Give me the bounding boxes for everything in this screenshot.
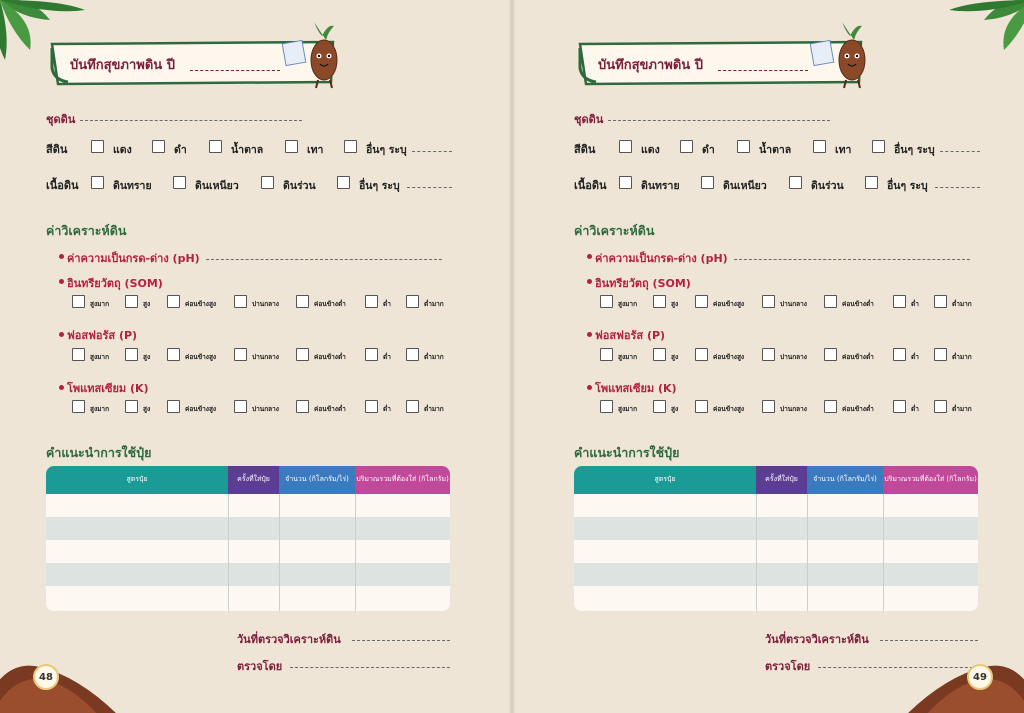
level-label: ค่อนข้างสูง — [185, 300, 217, 308]
level-label: สูงมาก — [618, 300, 638, 308]
bullet-icon — [587, 332, 592, 337]
analysis-heading: ค่าวิเคราะห์ดิน — [574, 223, 655, 238]
color-other-checkbox[interactable] — [872, 140, 885, 153]
texture-clay-label: ดินเหนียว — [723, 180, 767, 192]
table-row[interactable] — [46, 517, 450, 540]
cassava-mascot-icon — [282, 18, 352, 90]
soil-texture-label: เนื้อดิน — [46, 179, 79, 192]
som-level-checkbox[interactable] — [893, 295, 906, 308]
texture-other-checkbox[interactable] — [337, 176, 350, 189]
texture-loam-label: ดินร่วน — [283, 180, 316, 192]
k-level-checkbox[interactable] — [72, 400, 85, 413]
page-number: 48 — [33, 664, 59, 690]
level-label: ค่อนข้างสูง — [713, 300, 745, 308]
table-row[interactable] — [46, 494, 450, 517]
bullet-icon — [59, 279, 64, 284]
level-label: ค่อนข้างต่ำ — [314, 300, 346, 308]
color-other-label: อื่นๆ ระบุ — [366, 144, 407, 156]
p-level-checkbox[interactable] — [72, 348, 85, 361]
texture-other-checkbox[interactable] — [865, 176, 878, 189]
color-brown-label: น้ำตาล — [759, 144, 792, 156]
k-level-checkbox[interactable] — [824, 400, 837, 413]
som-label: อินทรียวัตถุ (SOM) — [67, 277, 163, 290]
p-level-checkbox[interactable] — [695, 348, 708, 361]
texture-sand-checkbox[interactable] — [91, 176, 104, 189]
level-label: ค่อนข้างต่ำ — [314, 405, 346, 413]
som-label: อินทรียวัตถุ (SOM) — [595, 277, 691, 290]
table-row[interactable] — [46, 540, 450, 563]
level-label: ต่ำมาก — [952, 353, 972, 361]
bullet-icon — [59, 385, 64, 390]
p-level-checkbox[interactable] — [167, 348, 180, 361]
column-divider — [807, 494, 808, 611]
k-level-checkbox[interactable] — [365, 400, 378, 413]
table-row[interactable] — [46, 586, 450, 611]
page-title: บันทึกสุขภาพดิน ปี — [598, 58, 703, 73]
p-level-checkbox[interactable] — [893, 348, 906, 361]
k-level-checkbox[interactable] — [125, 400, 138, 413]
col-amount-header: จำนวน (กิโลกรัม/ไร่) — [279, 466, 355, 494]
bullet-icon — [59, 332, 64, 337]
texture-other-label: อื่นๆ ระบุ — [887, 180, 928, 192]
level-label: ต่ำ — [383, 300, 391, 308]
checker-label: ตรวจโดย — [765, 660, 811, 673]
color-gray-checkbox[interactable] — [813, 140, 826, 153]
fertilizer-heading: คำแนะนำการใช้ปุ๋ย — [574, 445, 680, 460]
som-level-checkbox[interactable] — [600, 295, 613, 308]
level-label: ต่ำมาก — [424, 405, 444, 413]
soil-series-field[interactable] — [80, 120, 302, 121]
som-level-checkbox[interactable] — [296, 295, 309, 308]
level-label: ค่อนข้างสูง — [713, 405, 745, 413]
column-divider — [228, 494, 229, 611]
color-brown-label: น้ำตาล — [231, 144, 264, 156]
table-row[interactable] — [46, 563, 450, 586]
level-label: ต่ำมาก — [952, 300, 972, 308]
fertilizer-heading: คำแนะนำการใช้ปุ๋ย — [46, 445, 152, 460]
level-label: ต่ำ — [383, 405, 391, 413]
col-round-header: ครั้งที่ใส่ปุ๋ย — [228, 466, 279, 494]
page-number: 49 — [967, 664, 993, 690]
col-amount-header: จำนวน (กิโลกรัม/ไร่) — [807, 466, 883, 494]
page-title: บันทึกสุขภาพดิน ปี — [70, 58, 175, 73]
som-level-checkbox[interactable] — [406, 295, 419, 308]
level-label: ค่อนข้างสูง — [185, 353, 217, 361]
p-level-checkbox[interactable] — [653, 348, 666, 361]
p-label: ฟอสฟอรัส (P) — [67, 329, 138, 342]
level-label: ค่อนข้างสูง — [185, 405, 217, 413]
cassava-root-icon — [0, 647, 120, 713]
level-label: สูง — [143, 405, 151, 413]
som-level-checkbox[interactable] — [72, 295, 85, 308]
som-level-checkbox[interactable] — [167, 295, 180, 308]
analysis-date-field[interactable] — [352, 640, 450, 641]
level-label: สูง — [671, 353, 679, 361]
som-level-checkbox[interactable] — [762, 295, 775, 308]
level-label: ต่ำมาก — [424, 353, 444, 361]
k-level-checkbox[interactable] — [695, 400, 708, 413]
book-gutter — [509, 0, 515, 713]
p-level-checkbox[interactable] — [934, 348, 947, 361]
color-other-field[interactable] — [940, 151, 980, 152]
p-level-checkbox[interactable] — [824, 348, 837, 361]
texture-sand-label: ดินทราย — [113, 180, 152, 192]
som-level-checkbox[interactable] — [125, 295, 138, 308]
level-label: ปานกลาง — [780, 300, 807, 308]
p-level-checkbox[interactable] — [600, 348, 613, 361]
level-label: ค่อนข้างต่ำ — [842, 353, 874, 361]
som-level-checkbox[interactable] — [653, 295, 666, 308]
k-level-checkbox[interactable] — [406, 400, 419, 413]
k-label: โพแทสเซียม (K) — [595, 382, 677, 395]
level-label: สูงมาก — [90, 353, 110, 361]
texture-other-label: อื่นๆ ระบุ — [359, 180, 400, 192]
level-label: สูง — [671, 405, 679, 413]
checker-label: ตรวจโดย — [237, 660, 283, 673]
column-divider — [756, 494, 757, 611]
texture-clay-checkbox[interactable] — [173, 176, 186, 189]
level-label: ต่ำ — [911, 353, 919, 361]
color-black-label: ดำ — [174, 144, 187, 156]
p-level-checkbox[interactable] — [365, 348, 378, 361]
ph-label: ค่าความเป็นกรด-ด่าง (pH) — [595, 252, 728, 265]
table-row[interactable] — [574, 494, 978, 517]
k-level-checkbox[interactable] — [167, 400, 180, 413]
som-level-checkbox[interactable] — [365, 295, 378, 308]
p-level-checkbox[interactable] — [762, 348, 775, 361]
notepad-icon — [810, 40, 834, 65]
level-label: ปานกลาง — [252, 353, 279, 361]
k-level-checkbox[interactable] — [653, 400, 666, 413]
bullet-icon — [587, 279, 592, 284]
level-label: ต่ำ — [383, 353, 391, 361]
soil-color-label: สีดิน — [46, 143, 68, 156]
analysis-heading: ค่าวิเคราะห์ดิน — [46, 223, 127, 238]
year-line — [190, 70, 280, 71]
k-level-checkbox[interactable] — [600, 400, 613, 413]
p-level-checkbox[interactable] — [406, 348, 419, 361]
texture-sand-checkbox[interactable] — [619, 176, 632, 189]
cassava-mascot-icon — [810, 18, 880, 90]
col-total-header: ปริมาณรวมที่ต้องใส่ (กิโลกรัม) — [355, 466, 450, 494]
col-round-header: ครั้งที่ใส่ปุ๋ย — [756, 466, 807, 494]
color-black-label: ดำ — [702, 144, 715, 156]
color-red-label: แดง — [641, 144, 660, 156]
level-label: ปานกลาง — [252, 405, 279, 413]
k-level-checkbox[interactable] — [934, 400, 947, 413]
level-label: ต่ำมาก — [952, 405, 972, 413]
color-gray-label: เทา — [835, 144, 852, 156]
col-formula-header: สูตรปุ๋ย — [574, 466, 756, 494]
level-label: ปานกลาง — [780, 405, 807, 413]
texture-sand-label: ดินทราย — [641, 180, 680, 192]
level-label: ค่อนข้างต่ำ — [842, 405, 874, 413]
texture-other-field[interactable] — [935, 187, 980, 188]
ph-label: ค่าความเป็นกรด-ด่าง (pH) — [67, 252, 200, 265]
texture-loam-label: ดินร่วน — [811, 180, 844, 192]
color-red-checkbox[interactable] — [619, 140, 632, 153]
color-black-checkbox[interactable] — [152, 140, 165, 153]
level-label: ปานกลาง — [780, 353, 807, 361]
ph-field[interactable] — [734, 259, 970, 260]
level-label: ค่อนข้างสูง — [713, 353, 745, 361]
column-divider — [883, 494, 884, 611]
texture-clay-label: ดินเหนียว — [195, 180, 239, 192]
level-label: ค่อนข้างต่ำ — [314, 353, 346, 361]
som-level-checkbox[interactable] — [234, 295, 247, 308]
soil-series-label: ชุดดิน — [574, 113, 604, 126]
ph-field[interactable] — [206, 259, 442, 260]
level-label: ปานกลาง — [252, 300, 279, 308]
level-label: สูงมาก — [90, 405, 110, 413]
soil-series-field[interactable] — [608, 120, 830, 121]
analysis-date-label: วันที่ตรวจวิเคราะห์ดิน — [237, 633, 341, 646]
col-formula-header: สูตรปุ๋ย — [46, 466, 228, 494]
k-label: โพแทสเซียม (K) — [67, 382, 149, 395]
level-label: ต่ำ — [911, 405, 919, 413]
soil-texture-label: เนื้อดิน — [574, 179, 607, 192]
color-other-field[interactable] — [412, 151, 452, 152]
cassava-leaf-icon — [924, 0, 1024, 80]
analysis-date-field[interactable] — [880, 640, 978, 641]
color-red-checkbox[interactable] — [91, 140, 104, 153]
cassava-root-icon — [904, 647, 1024, 713]
table-row[interactable] — [574, 563, 978, 586]
bullet-icon — [59, 254, 64, 259]
table-row[interactable] — [574, 517, 978, 540]
color-red-label: แดง — [113, 144, 132, 156]
p-level-checkbox[interactable] — [234, 348, 247, 361]
p-level-checkbox[interactable] — [296, 348, 309, 361]
column-divider — [355, 494, 356, 611]
soil-series-label: ชุดดิน — [46, 113, 76, 126]
level-label: ค่อนข้างต่ำ — [842, 300, 874, 308]
k-level-checkbox[interactable] — [296, 400, 309, 413]
k-level-checkbox[interactable] — [893, 400, 906, 413]
color-brown-checkbox[interactable] — [209, 140, 222, 153]
level-label: ต่ำมาก — [424, 300, 444, 308]
color-other-checkbox[interactable] — [344, 140, 357, 153]
p-label: ฟอสฟอรัส (P) — [595, 329, 666, 342]
som-level-checkbox[interactable] — [934, 295, 947, 308]
color-brown-checkbox[interactable] — [737, 140, 750, 153]
level-label: สูงมาก — [618, 353, 638, 361]
column-divider — [279, 494, 280, 611]
col-total-header: ปริมาณรวมที่ต้องใส่ (กิโลกรัม) — [883, 466, 978, 494]
k-level-checkbox[interactable] — [234, 400, 247, 413]
year-line — [718, 70, 808, 71]
level-label: สูง — [143, 300, 151, 308]
level-label: สูงมาก — [618, 405, 638, 413]
texture-loam-checkbox[interactable] — [789, 176, 802, 189]
level-label: สูง — [671, 300, 679, 308]
color-black-checkbox[interactable] — [680, 140, 693, 153]
page-right — [512, 0, 1024, 713]
som-level-checkbox[interactable] — [695, 295, 708, 308]
table-row[interactable] — [574, 540, 978, 563]
texture-other-field[interactable] — [407, 187, 452, 188]
fertilizer-table — [574, 466, 978, 611]
bullet-icon — [587, 385, 592, 390]
k-level-checkbox[interactable] — [762, 400, 775, 413]
notepad-icon — [282, 40, 306, 65]
color-other-label: อื่นๆ ระบุ — [894, 144, 935, 156]
checker-field[interactable] — [290, 667, 450, 668]
soil-color-label: สีดิน — [574, 143, 596, 156]
color-gray-label: เทา — [307, 144, 324, 156]
color-gray-checkbox[interactable] — [285, 140, 298, 153]
texture-clay-checkbox[interactable] — [701, 176, 714, 189]
p-level-checkbox[interactable] — [125, 348, 138, 361]
fertilizer-table — [46, 466, 450, 611]
table-row[interactable] — [574, 586, 978, 611]
bullet-icon — [587, 254, 592, 259]
som-level-checkbox[interactable] — [824, 295, 837, 308]
level-label: สูง — [143, 353, 151, 361]
texture-loam-checkbox[interactable] — [261, 176, 274, 189]
level-label: ต่ำ — [911, 300, 919, 308]
level-label: สูงมาก — [90, 300, 110, 308]
analysis-date-label: วันที่ตรวจวิเคราะห์ดิน — [765, 633, 869, 646]
